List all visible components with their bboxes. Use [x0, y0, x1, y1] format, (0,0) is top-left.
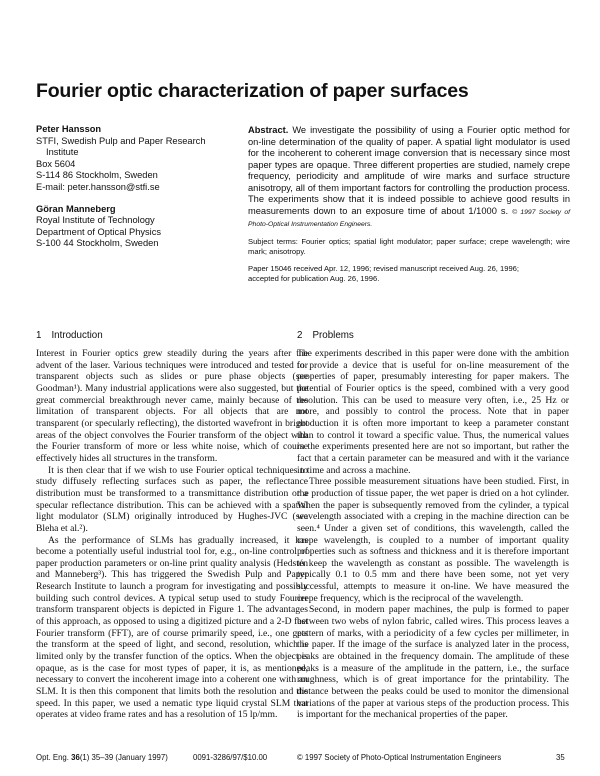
author-address: S-114 86 Stockholm, Sweden: [36, 170, 158, 181]
paragraph: Interest in Fourier optics grew steadily during the years after the advent of the laser. Various techniques were introduced and tested for transparent objects such as slides or pure phase objects (see Goodman¹). Many industrial applications were also suggested, but the great commercial breakthrough never came, mainly because of the limitation of transparent objects. For all objects that are not transparent (or specularly reflecting), the distorted wavefront in bright areas of the object convolves the Fourier transform of the object with the Fourier transform of more or less white noise, which of course effectively hides all structures in the transform.: [36, 348, 308, 464]
author-affiliation: Institute: [46, 147, 79, 158]
abstract-copyright: © 1997 Society of Photo-Optical Instrumentation Engineers.: [248, 208, 570, 229]
author-affiliation: STFI, Swedish Pulp and Paper Research: [36, 135, 206, 146]
paragraph: Three possible measurement situations have been studied. First, in the production of tissue paper, the wet paper is dried on a hot cylinder. When the paper is subsequently removed from the cylinder, a typical wavelength associated with a creping in the machine direction can be seen.⁴ Under a given set of conditions, this wavelength, called the crepe wavelength, is coupled to a number of important quality properties such as softness and thickness and it is therefore important to keep the wavelength as constant as possible. The wavelength is typically 0.1 to 0.5 mm and there have been some, not yet very successful, attempts to measure it on-line. We have measured the crepe frequency, which is the reciprocal of the wavelength.: [297, 476, 569, 604]
paper-history-line: accepted for publication Aug. 26, 1996.: [248, 274, 380, 284]
subject-terms: Subject terms: Fourier optics; spatial light modulator; paper surface; crepe wavelength; wire mark; anisotropy.: [248, 237, 570, 257]
abstract-label: Abstract.: [248, 125, 289, 135]
paper-history-line: Paper 15046 received Apr. 12, 1996; revised manuscript received Aug. 26, 1996;: [248, 264, 520, 273]
section-body: [297, 348, 569, 721]
author-name: Göran Manneberg: [36, 203, 116, 214]
author-affiliation: Royal Institute of Technology: [36, 215, 155, 226]
section-number: 1: [36, 330, 42, 341]
section-body: [36, 348, 308, 721]
journal-issue: (1) 35–39 (January 1997): [79, 753, 168, 762]
author-block: [36, 124, 246, 250]
author-address: S-100 44 Stockholm, Sweden: [36, 238, 159, 249]
page-number: 35: [556, 753, 565, 762]
paragraph: It is then clear that if we wish to use Fourier optical techniques to study diffusely reflecting surfaces such as paper, the reflectance distribution must be transformed to a transmittance distribution or a specular reflectance distribution. This can be achieved with a spatial light modulator (SLM) originally introduced by Hughes-JVC (see Bleha et al.²).: [36, 464, 308, 534]
paragraph: The experiments described in this paper were done with the ambition to provide a device that is useful for on-line measurement of the properties of paper, presumably interesting for paper makers. The potential of Fourier optics is the speed, combined with a very good resolution. This can be used to measure very often, i.e., 25 Hz or more, and possibly to control the process. Note that in paper production it is often more important to keep a parameter constant than to control it toward a specific value. Thus, the numerical values in the experiments presented here are not so important, but rather the fact that a certain parameter can be measured and with it the variance in time and across a machine.: [297, 348, 569, 476]
author-address: Box 5604: [36, 158, 76, 169]
footer-issn: 0091-3286/97/$10.00: [193, 753, 268, 762]
author-email: E-mail: peter.hansson@stfi.se: [36, 181, 160, 192]
footer-journal: [36, 753, 168, 762]
paragraph: Second, in modern paper machines, the pulp is formed to paper between two webs of nylon fabric, called wires. This process leaves a pattern of marks, with a periodicity of a few cycles per millimeter, in the paper. If the image of the surface is analyzed later in the process, peaks are obtained in the frequency domain. The amplitude of these peaks is a measure of the amplitude in the pattern, i.e., the surface roughness, which is of great importance for the printability. The distance between the peaks could be used to monitor the dimensional variations of the paper at various steps of the production process. This is important for the mechanical properties of the paper.: [297, 604, 569, 721]
abstract: [248, 125, 570, 231]
section-heading: [36, 330, 103, 341]
journal-volume: 36: [71, 753, 80, 762]
section-number: 2: [297, 330, 303, 341]
journal-name: Opt. Eng.: [36, 753, 69, 762]
paragraph: As the performance of SLMs has gradually increased, it has become a potentially useful industrial tool for, e.g., on-line control of paper production parameters or on-line print quality analysis (Hedstén and Manneberg³). This has triggered the Swedish Pulp and Paper Research Institute to launch a program for investigating and possibly building such control devices. A typical setup used to study Fourier transform transparent objects is depicted in Figure 1. The advantages of this approach, as opposed to using a digitized picture and a 2-D fast Fourier transform (FFT), are of course primarily speed, i.e., one gets the transform at the speed of light, and second, resolution, which is limited only by the transfer function of the optics. When the object is opaque, as is the case for most types of paper, it is, as mentioned, necessary to convert the incoherent image into a coherent one with an SLM. It is then this component that limits both the resolution and the speed. In this paper, we used a nematic type liquid crystal SLM that operates at video frame rates and has a resolution of 15 lp/mm.: [36, 534, 308, 721]
section-heading: [297, 330, 354, 341]
author-affiliation: Department of Optical Physics: [36, 226, 162, 237]
author-name: Peter Hansson: [36, 124, 102, 134]
footer-copyright: © 1997 Society of Photo-Optical Instrumentation Engineers: [297, 753, 502, 762]
abstract-text: We investigate the possibility of using a Fourier optic method for on-line determination of the quality of paper. A spatial light modulator is used for the incoherent to coherent image conversion that is necessary since most paper types are opaque. Three different properties are studied, namely crepe frequency, periodicity and amplitude of wire marks and surface structure anisotropy, all of them important factors for controlling the production process. The experiments show that it is indeed possible to achieve good results in measurements down to an exposure time of about 1/1000 s.: [248, 125, 570, 216]
section-title: Problems: [312, 330, 354, 341]
section-title: Introduction: [51, 330, 103, 341]
paper-title: Fourier optic characterization of paper surfaces: [36, 80, 469, 102]
paper-history: [248, 264, 570, 284]
